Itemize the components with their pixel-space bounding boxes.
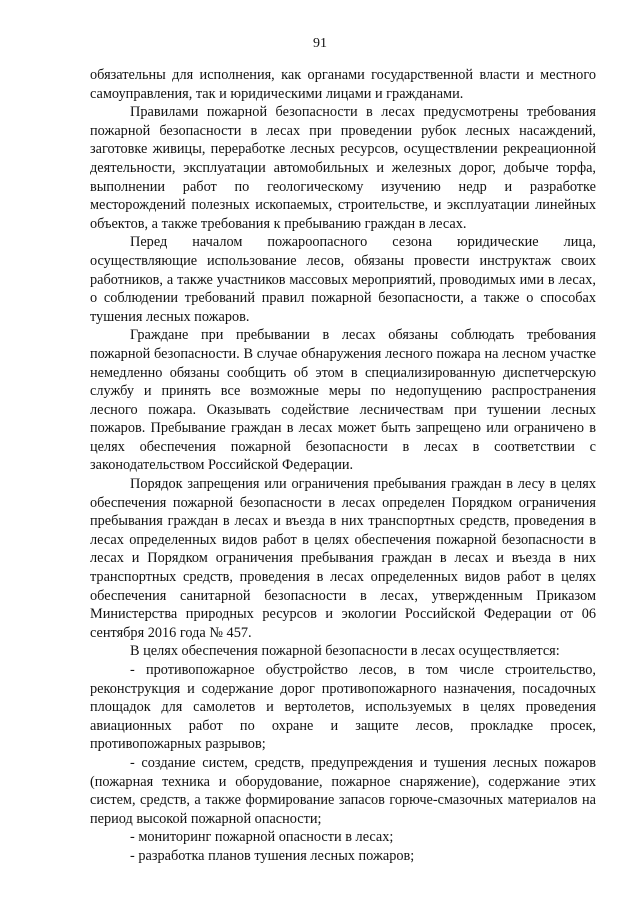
- paragraph: Правилами пожарной безопасности в лесах предусмотрены требования пожарной безопасности в лесах при проведении рубок лесных насаждений, заготовке живицы, переработке лесных ресурсов, осуществлении рекреационной деятельности, эксплуатации автомобильных и железных дорог, добыче торфа, выполнении работ по геологическому изучению недр и разработке месторождений полезных ископаемых, строительстве, и эксплуатации линейных объектов, а также требования к пребыванию граждан в лесах.: [90, 104, 596, 232]
- document-body: [90, 66, 596, 866]
- list-item: - разработка планов тушения лесных пожаров;: [130, 847, 415, 864]
- paragraph: Граждане при пребывании в лесах обязаны соблюдать требования пожарной безопасности. В случае обнаружения лесного пожара на лесном участке немедленно обязаны сообщить об этом в специализированную диспетчерскую службу и принять все возможные меры по недопущению распространения лесного пожара. Оказывать содействие лесничествам при тушении лесных пожаров. Пребывание граждан в лесах может быть запрещено или ограничено в целях обеспечения пожарной безопасности в лесах в соответствии с законодательством Российской Федерации.: [90, 327, 596, 474]
- list-item: - противопожарное обустройство лесов, в том числе строительство, реконструкция и содержание дорог противопожарного назначения, посадочных площадок для самолетов и вертолетов, используемых в целях проведения авиационных работ по охране и защите лесов, прокладке просек, противопожарных разрывов;: [90, 662, 596, 753]
- paragraph: обязательны для исполнения, как органами государственной власти и местного самоуправления, так и юридическими лицами и гражданами.: [90, 67, 596, 102]
- list-item: - мониторинг пожарной опасности в лесах;: [130, 829, 394, 846]
- list-item: - создание систем, средств, предупреждения и тушения лесных пожаров (пожарная техника и оборудование, пожарное снаряжение), содержание этих систем, средств, а также формирование запасов горюче-смазочных материалов на период высокой пожарной опасности;: [90, 754, 596, 827]
- page-number: 91: [313, 36, 327, 51]
- paragraph: Порядок запрещения или ограничения пребывания граждан в лесу в целях обеспечения пожарной безопасности в лесах определен Порядком ограничения пребывания граждан в лесах и въезда в них транспортных средств, проведения в лесах определенных видов работ в целях обеспечения пожарной безопасности в лесах и Порядком ограничения пребывания граждан в лесах и въезда в них транспортных средств, проведения в лесах определенных видов работ в целях обеспечения санитарной безопасности в лесах, утвержденным Приказом Министерства природных ресурсов и экологии Российской Федерации от 06 сентября 2016 года № 457.: [90, 476, 596, 641]
- paragraph: Перед началом пожароопасного сезона юридические лица, осуществляющие использование лесов, обязаны провести инструктаж своих работников, а также участников массовых мероприятий, проводимых ими в лесах, о соблюдении требований правил пожарной безопасности, а также о способах тушения лесных пожаров.: [90, 234, 596, 325]
- paragraph: В целях обеспечения пожарной безопасности в лесах осуществляется:: [130, 643, 560, 660]
